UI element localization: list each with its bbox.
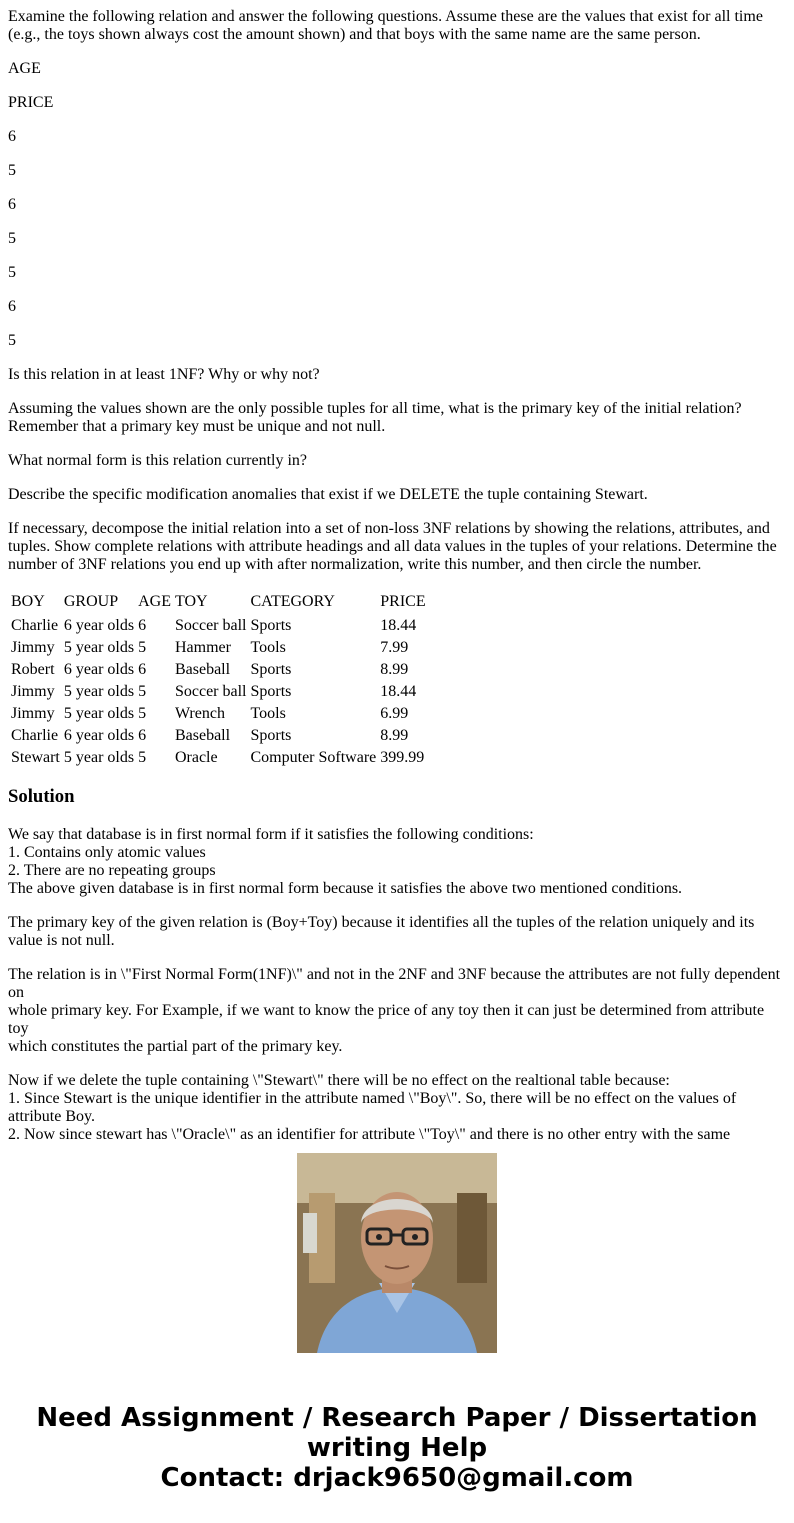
question-1nf: Is this relation in at least 1NF? Why or why not? <box>8 366 320 383</box>
table-cell: Oracle <box>174 749 218 766</box>
table-cell: 18.44 <box>380 683 417 700</box>
question-delete-anomaly: Describe the specific modification anomalies that exist if we DELETE the tuple containing Stewart. <box>8 486 648 503</box>
stray-line: 6 <box>8 196 16 213</box>
table-cell: 6 <box>138 727 147 744</box>
table-cell: 6 <box>138 617 147 634</box>
table-cell: 5 <box>138 705 147 722</box>
solution-line: 2. There are no repeating groups <box>8 862 216 879</box>
table-cell: 6 year olds <box>63 617 135 634</box>
question-primary-key: Assuming the values shown are the only possible tuples for all time, what is the primary key of the initial relation? Remember that a primary key must be unique and not null. <box>8 400 742 435</box>
column-header: GROUP <box>63 593 119 610</box>
table-cell: 7.99 <box>380 639 409 656</box>
table-cell: Sports <box>250 683 292 700</box>
table-header-row <box>10 592 427 614</box>
author-photo <box>297 1153 497 1353</box>
table-row <box>10 682 427 702</box>
table-cell: 5 <box>138 683 147 700</box>
solution-heading: Solution <box>8 786 75 807</box>
footer-contact-text: Contact: drjack9650@gmail.com <box>160 1463 634 1493</box>
table-cell: Robert <box>11 661 55 678</box>
solution-line: 1. Since Stewart is the unique identifier in the attribute named \"Boy\". So, there will be no effect on the values of attribute Boy. <box>8 1090 737 1125</box>
table-row <box>10 748 427 768</box>
table-cell: 5 year olds <box>63 683 135 700</box>
table-cell: Baseball <box>174 661 231 678</box>
table-cell: Wrench <box>174 705 225 722</box>
question-intro: Examine the following relation and answer the following questions. Assume these are the values that exist for all time (e.g., the toys shown always cost the amount shown) and that boys with the same name are the same person. <box>8 8 763 43</box>
column-header: BOY <box>11 593 45 610</box>
relation-table <box>8 590 429 770</box>
table-cell: Jimmy <box>11 683 55 700</box>
table-row <box>10 726 427 746</box>
table-cell: Soccer ball <box>174 683 247 700</box>
table-cell: Sports <box>250 727 292 744</box>
solution-line: We say that database is in first normal form if it satisfies the following conditions: <box>8 826 534 843</box>
table-cell: Soccer ball <box>174 617 247 634</box>
stray-line: 5 <box>8 230 16 247</box>
question-normal-form: What normal form is this relation currently in? <box>8 452 308 469</box>
solution-delete-paragraph <box>8 1072 784 1144</box>
solution-primary-key-paragraph: The primary key of the given relation is (Boy+Toy) because it identifies all the tuples of the relation uniquely and its value is not null. <box>8 914 755 949</box>
table-cell: 6.99 <box>380 705 409 722</box>
document-content <box>8 8 784 1143</box>
table-cell: Jimmy <box>11 639 55 656</box>
table-row <box>10 704 427 724</box>
stray-line: 5 <box>8 332 16 349</box>
table-cell: 18.44 <box>380 617 417 634</box>
solution-line: The above given database is in first normal form because it satisfies the above two mentioned conditions. <box>8 880 683 897</box>
table-cell: Sports <box>250 617 292 634</box>
table-cell: 5 year olds <box>63 705 135 722</box>
solution-1nf-paragraph <box>8 826 784 898</box>
table-cell: Jimmy <box>11 705 55 722</box>
table-cell: 8.99 <box>380 661 409 678</box>
table-cell: Sports <box>250 661 292 678</box>
table-cell: Charlie <box>11 617 59 634</box>
table-cell: Computer Software <box>250 749 377 766</box>
table-cell: Tools <box>250 705 286 722</box>
solution-line: 1. Contains only atomic values <box>8 844 206 861</box>
solution-line: The relation is in \"First Normal Form(1NF)\" and not in the 2NF and 3NF because the attributes are not fully dependent on <box>8 966 781 1001</box>
question-decompose: If necessary, decompose the initial relation into a set of non-loss 3NF relations by showing the relations, attributes, and tuples. Show complete relations with attribute headings and all data values in the tuples of your relations. Determine the number of 3NF relations you end up with after normalization, write this number, and then circle the number. <box>8 520 777 573</box>
table-cell: Baseball <box>174 727 231 744</box>
table-row <box>10 616 427 636</box>
table-cell: 6 year olds <box>63 661 135 678</box>
table-cell: 5 year olds <box>63 749 135 766</box>
footer-help-text: Need Assignment / Research Paper / Dissertation writing Help <box>36 1403 758 1463</box>
solution-normal-form-paragraph <box>8 966 784 1056</box>
stray-line: PRICE <box>8 94 54 111</box>
table-cell: 6 year olds <box>63 727 135 744</box>
stray-line: 5 <box>8 162 16 179</box>
table-cell: Stewart <box>11 749 60 766</box>
table-cell: 6 <box>138 661 147 678</box>
column-header: PRICE <box>380 593 426 610</box>
table-cell: 5 <box>138 639 147 656</box>
table-cell: 5 <box>138 749 147 766</box>
solution-line: Now if we delete the tuple containing \"Stewart\" there will be no effect on the realtional table because: <box>8 1072 670 1089</box>
footer-banner <box>0 1403 794 1493</box>
stray-line: 6 <box>8 298 16 315</box>
table-cell: Hammer <box>174 639 231 656</box>
stray-line: 5 <box>8 264 16 281</box>
table-cell: 8.99 <box>380 727 409 744</box>
solution-line: 2. Now since stewart has \"Oracle\" as an identifier for attribute \"Toy\" and there is no other entry with the same <box>8 1126 731 1143</box>
column-header: TOY <box>174 593 208 610</box>
table-cell: Tools <box>250 639 286 656</box>
stray-line: 6 <box>8 128 16 145</box>
table-cell: Charlie <box>11 727 59 744</box>
table-cell: 399.99 <box>380 749 425 766</box>
avatar <box>297 1153 497 1353</box>
column-header: CATEGORY <box>250 593 335 610</box>
table-row <box>10 660 427 680</box>
table-cell: 5 year olds <box>63 639 135 656</box>
table-row <box>10 638 427 658</box>
solution-line: whole primary key. For Example, if we want to know the price of any toy then it can just be determined from attribute toy <box>8 1002 765 1037</box>
column-header: AGE <box>138 593 171 610</box>
solution-line: which constitutes the partial part of the primary key. <box>8 1038 343 1055</box>
stray-line: AGE <box>8 60 41 77</box>
